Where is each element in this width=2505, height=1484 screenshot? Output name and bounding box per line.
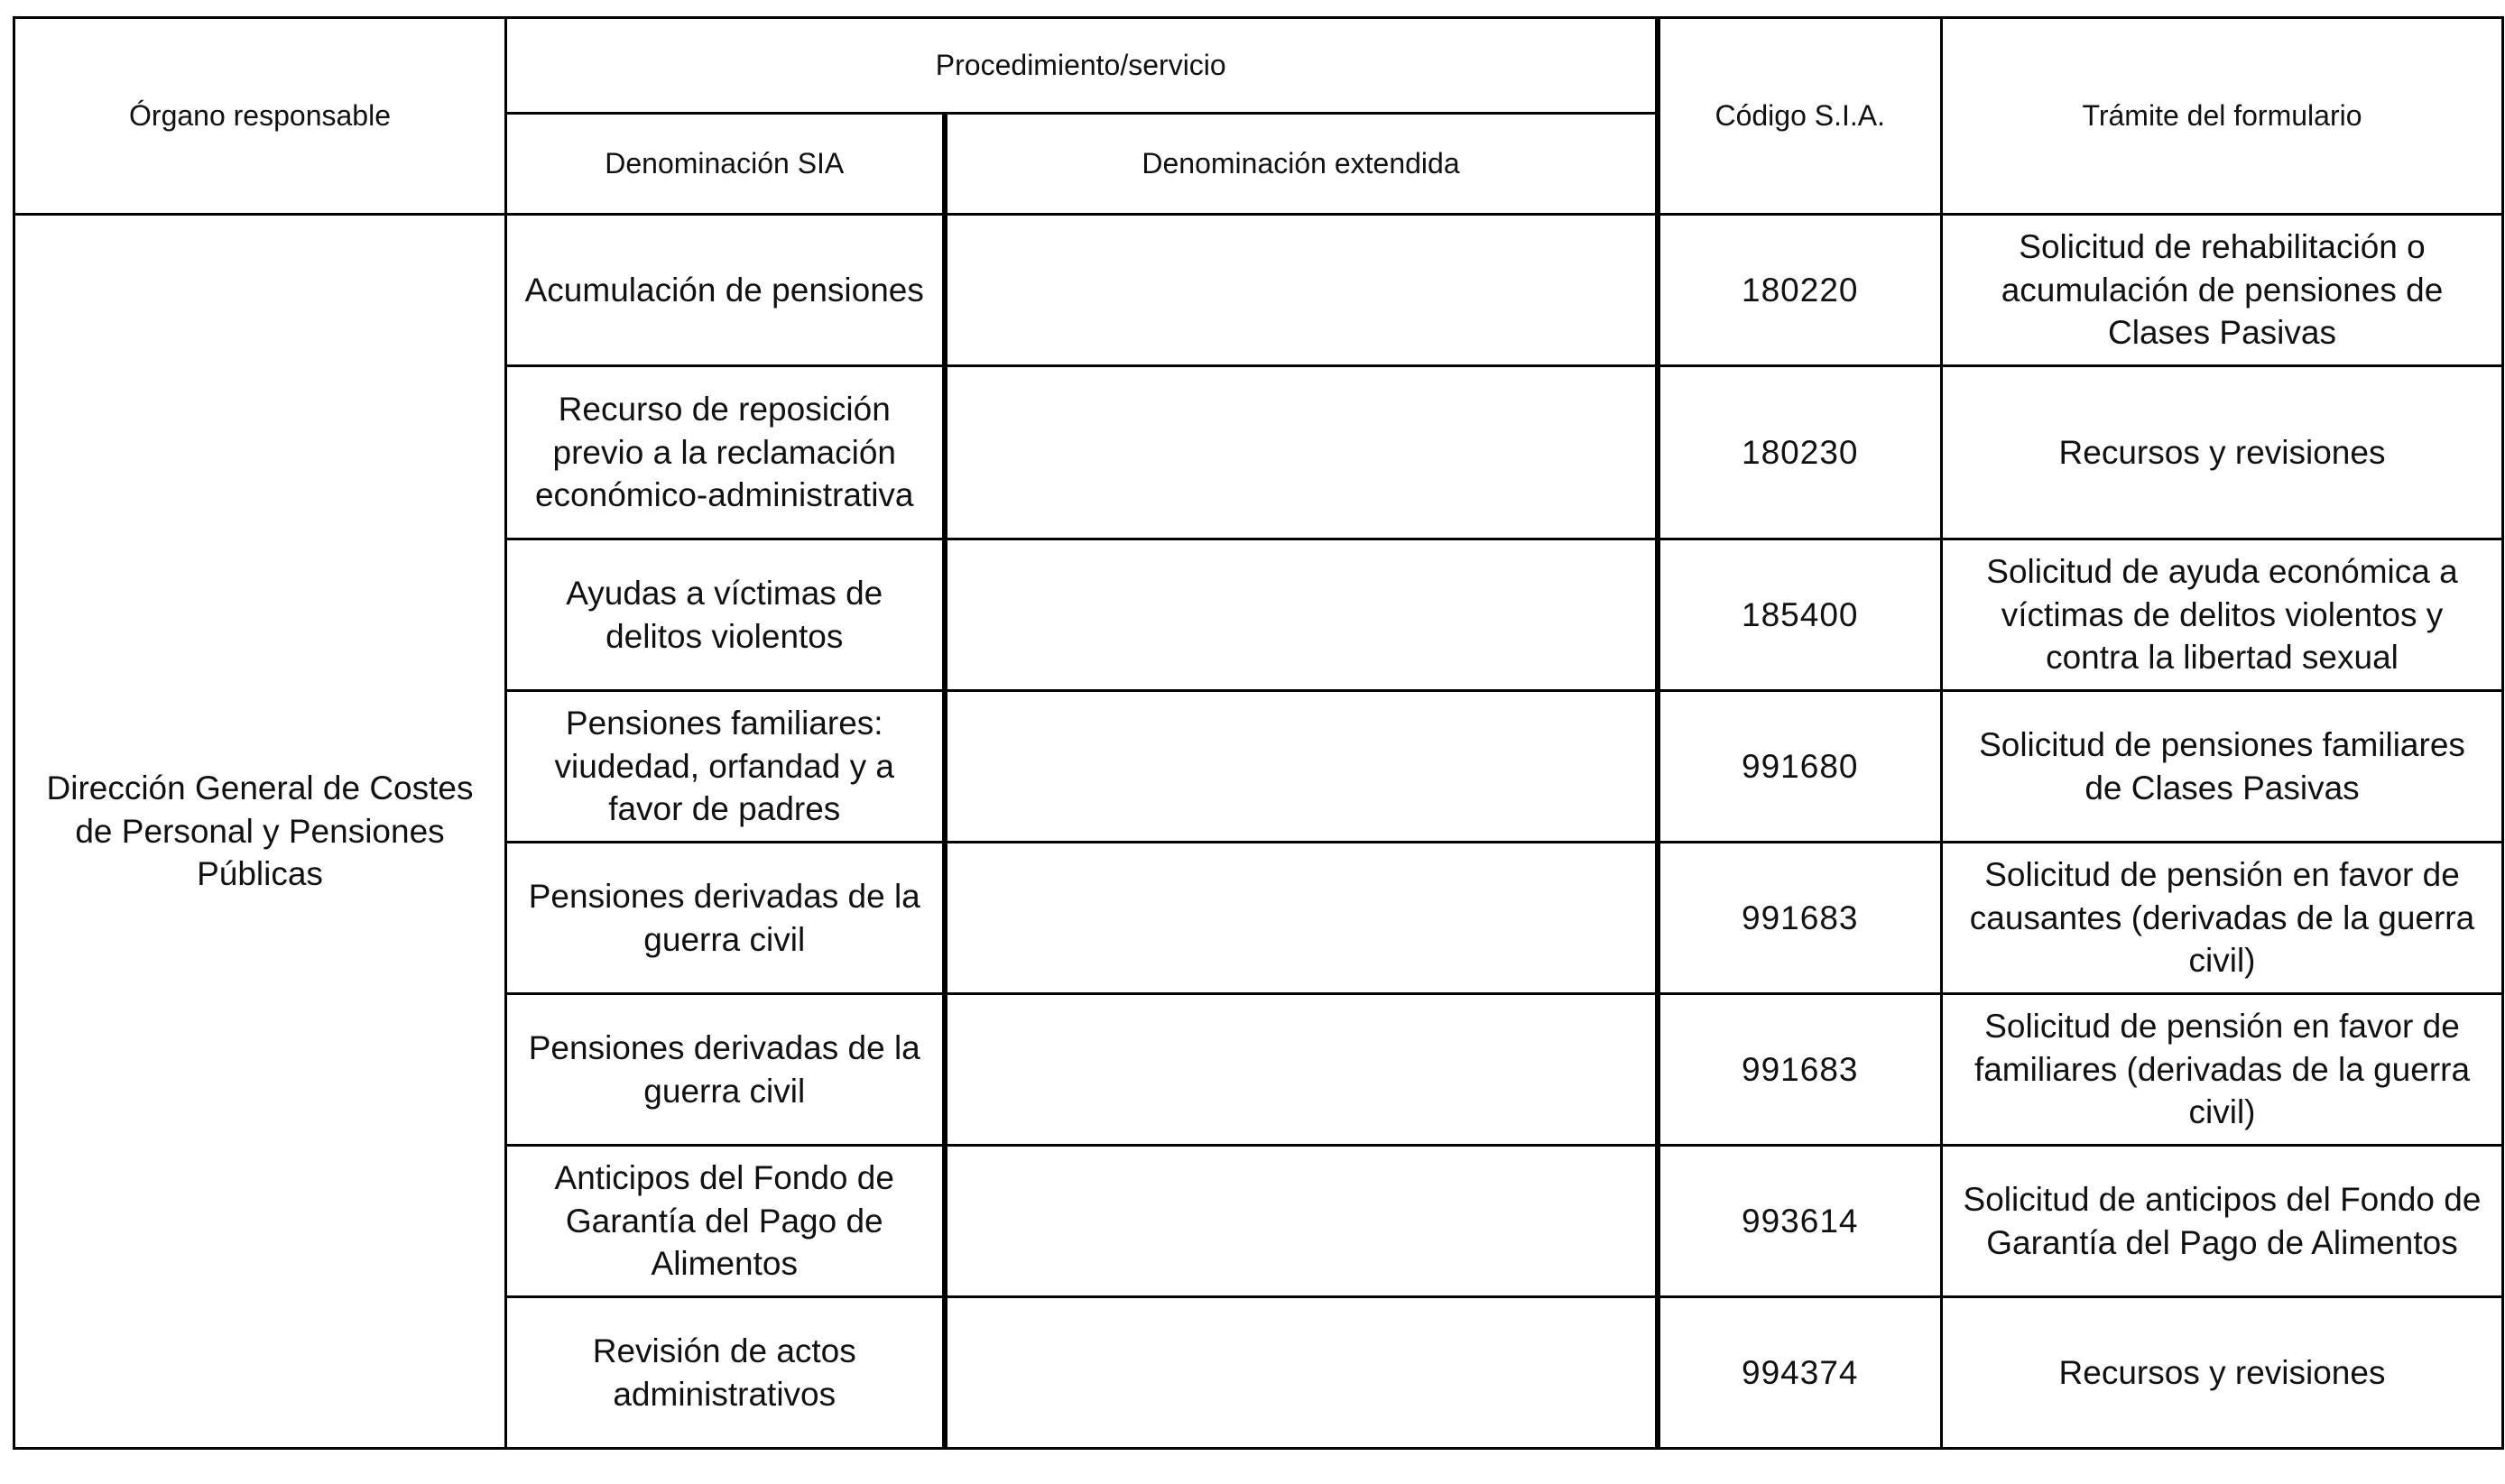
- organo-responsable-cell: Dirección General de Costes de Personal y Pensiones Públicas: [14, 215, 506, 1449]
- denominacion-extendida-cell: [945, 215, 1658, 366]
- procedures-table: [13, 16, 2504, 1450]
- tramite-cell: Solicitud de ayuda económica a víctimas de delitos violentos y contra la libertad sexual: [1942, 539, 2503, 691]
- header-procedimiento-servicio: Procedimiento/servicio: [506, 18, 1658, 114]
- denominacion-extendida-cell: [945, 691, 1658, 843]
- codigo-sia-cell: 991680: [1658, 691, 1942, 843]
- codigo-sia-cell: 180220: [1658, 215, 1942, 366]
- denominacion-sia-cell: Pensiones familiares: viudedad, orfandad y a favor de padres: [506, 691, 945, 843]
- header-row-1: [14, 18, 2503, 114]
- table-header: [14, 18, 2503, 215]
- denominacion-sia-cell: Ayudas a víctimas de delitos violentos: [506, 539, 945, 691]
- denominacion-extendida-cell: [945, 1146, 1658, 1297]
- tramite-cell: Solicitud de pensión en favor de familiares (derivadas de la guerra civil): [1942, 994, 2503, 1146]
- codigo-sia-cell: 991683: [1658, 994, 1942, 1146]
- denominacion-extendida-cell: [945, 843, 1658, 994]
- tramite-cell: Solicitud de pensiones familiares de Clases Pasivas: [1942, 691, 2503, 843]
- denominacion-sia-cell: Acumulación de pensiones: [506, 215, 945, 366]
- tramite-cell: Solicitud de pensión en favor de causantes (derivadas de la guerra civil): [1942, 843, 2503, 994]
- table-body: [14, 215, 2503, 1449]
- denominacion-sia-cell: Pensiones derivadas de la guerra civil: [506, 994, 945, 1146]
- denominacion-sia-cell: Revisión de actos administrativos: [506, 1297, 945, 1449]
- denominacion-sia-cell: Pensiones derivadas de la guerra civil: [506, 843, 945, 994]
- tramite-cell: Solicitud de rehabilitación o acumulación de pensiones de Clases Pasivas: [1942, 215, 2503, 366]
- tramite-cell: Solicitud de anticipos del Fondo de Garantía del Pago de Alimentos: [1942, 1146, 2503, 1297]
- denominacion-extendida-cell: [945, 539, 1658, 691]
- header-organo-responsable: Órgano responsable: [14, 18, 506, 215]
- denominacion-sia-cell: Recurso de reposición previo a la reclamación económico-administrativa: [506, 366, 945, 539]
- codigo-sia-cell: 993614: [1658, 1146, 1942, 1297]
- denominacion-sia-cell: Anticipos del Fondo de Garantía del Pago de Alimentos: [506, 1146, 945, 1297]
- header-codigo-sia: Código S.I.A.: [1658, 18, 1942, 215]
- header-denominacion-extendida: Denominación extendida: [945, 114, 1658, 215]
- tramite-cell: Recursos y revisiones: [1942, 1297, 2503, 1449]
- table-row: [14, 215, 2503, 366]
- denominacion-extendida-cell: [945, 366, 1658, 539]
- header-denominacion-sia: Denominación SIA: [506, 114, 945, 215]
- header-tramite-formulario: Trámite del formulario: [1942, 18, 2503, 215]
- tramite-cell: Recursos y revisiones: [1942, 366, 2503, 539]
- denominacion-extendida-cell: [945, 1297, 1658, 1449]
- codigo-sia-cell: 180230: [1658, 366, 1942, 539]
- codigo-sia-cell: 991683: [1658, 843, 1942, 994]
- codigo-sia-cell: 185400: [1658, 539, 1942, 691]
- codigo-sia-cell: 994374: [1658, 1297, 1942, 1449]
- denominacion-extendida-cell: [945, 994, 1658, 1146]
